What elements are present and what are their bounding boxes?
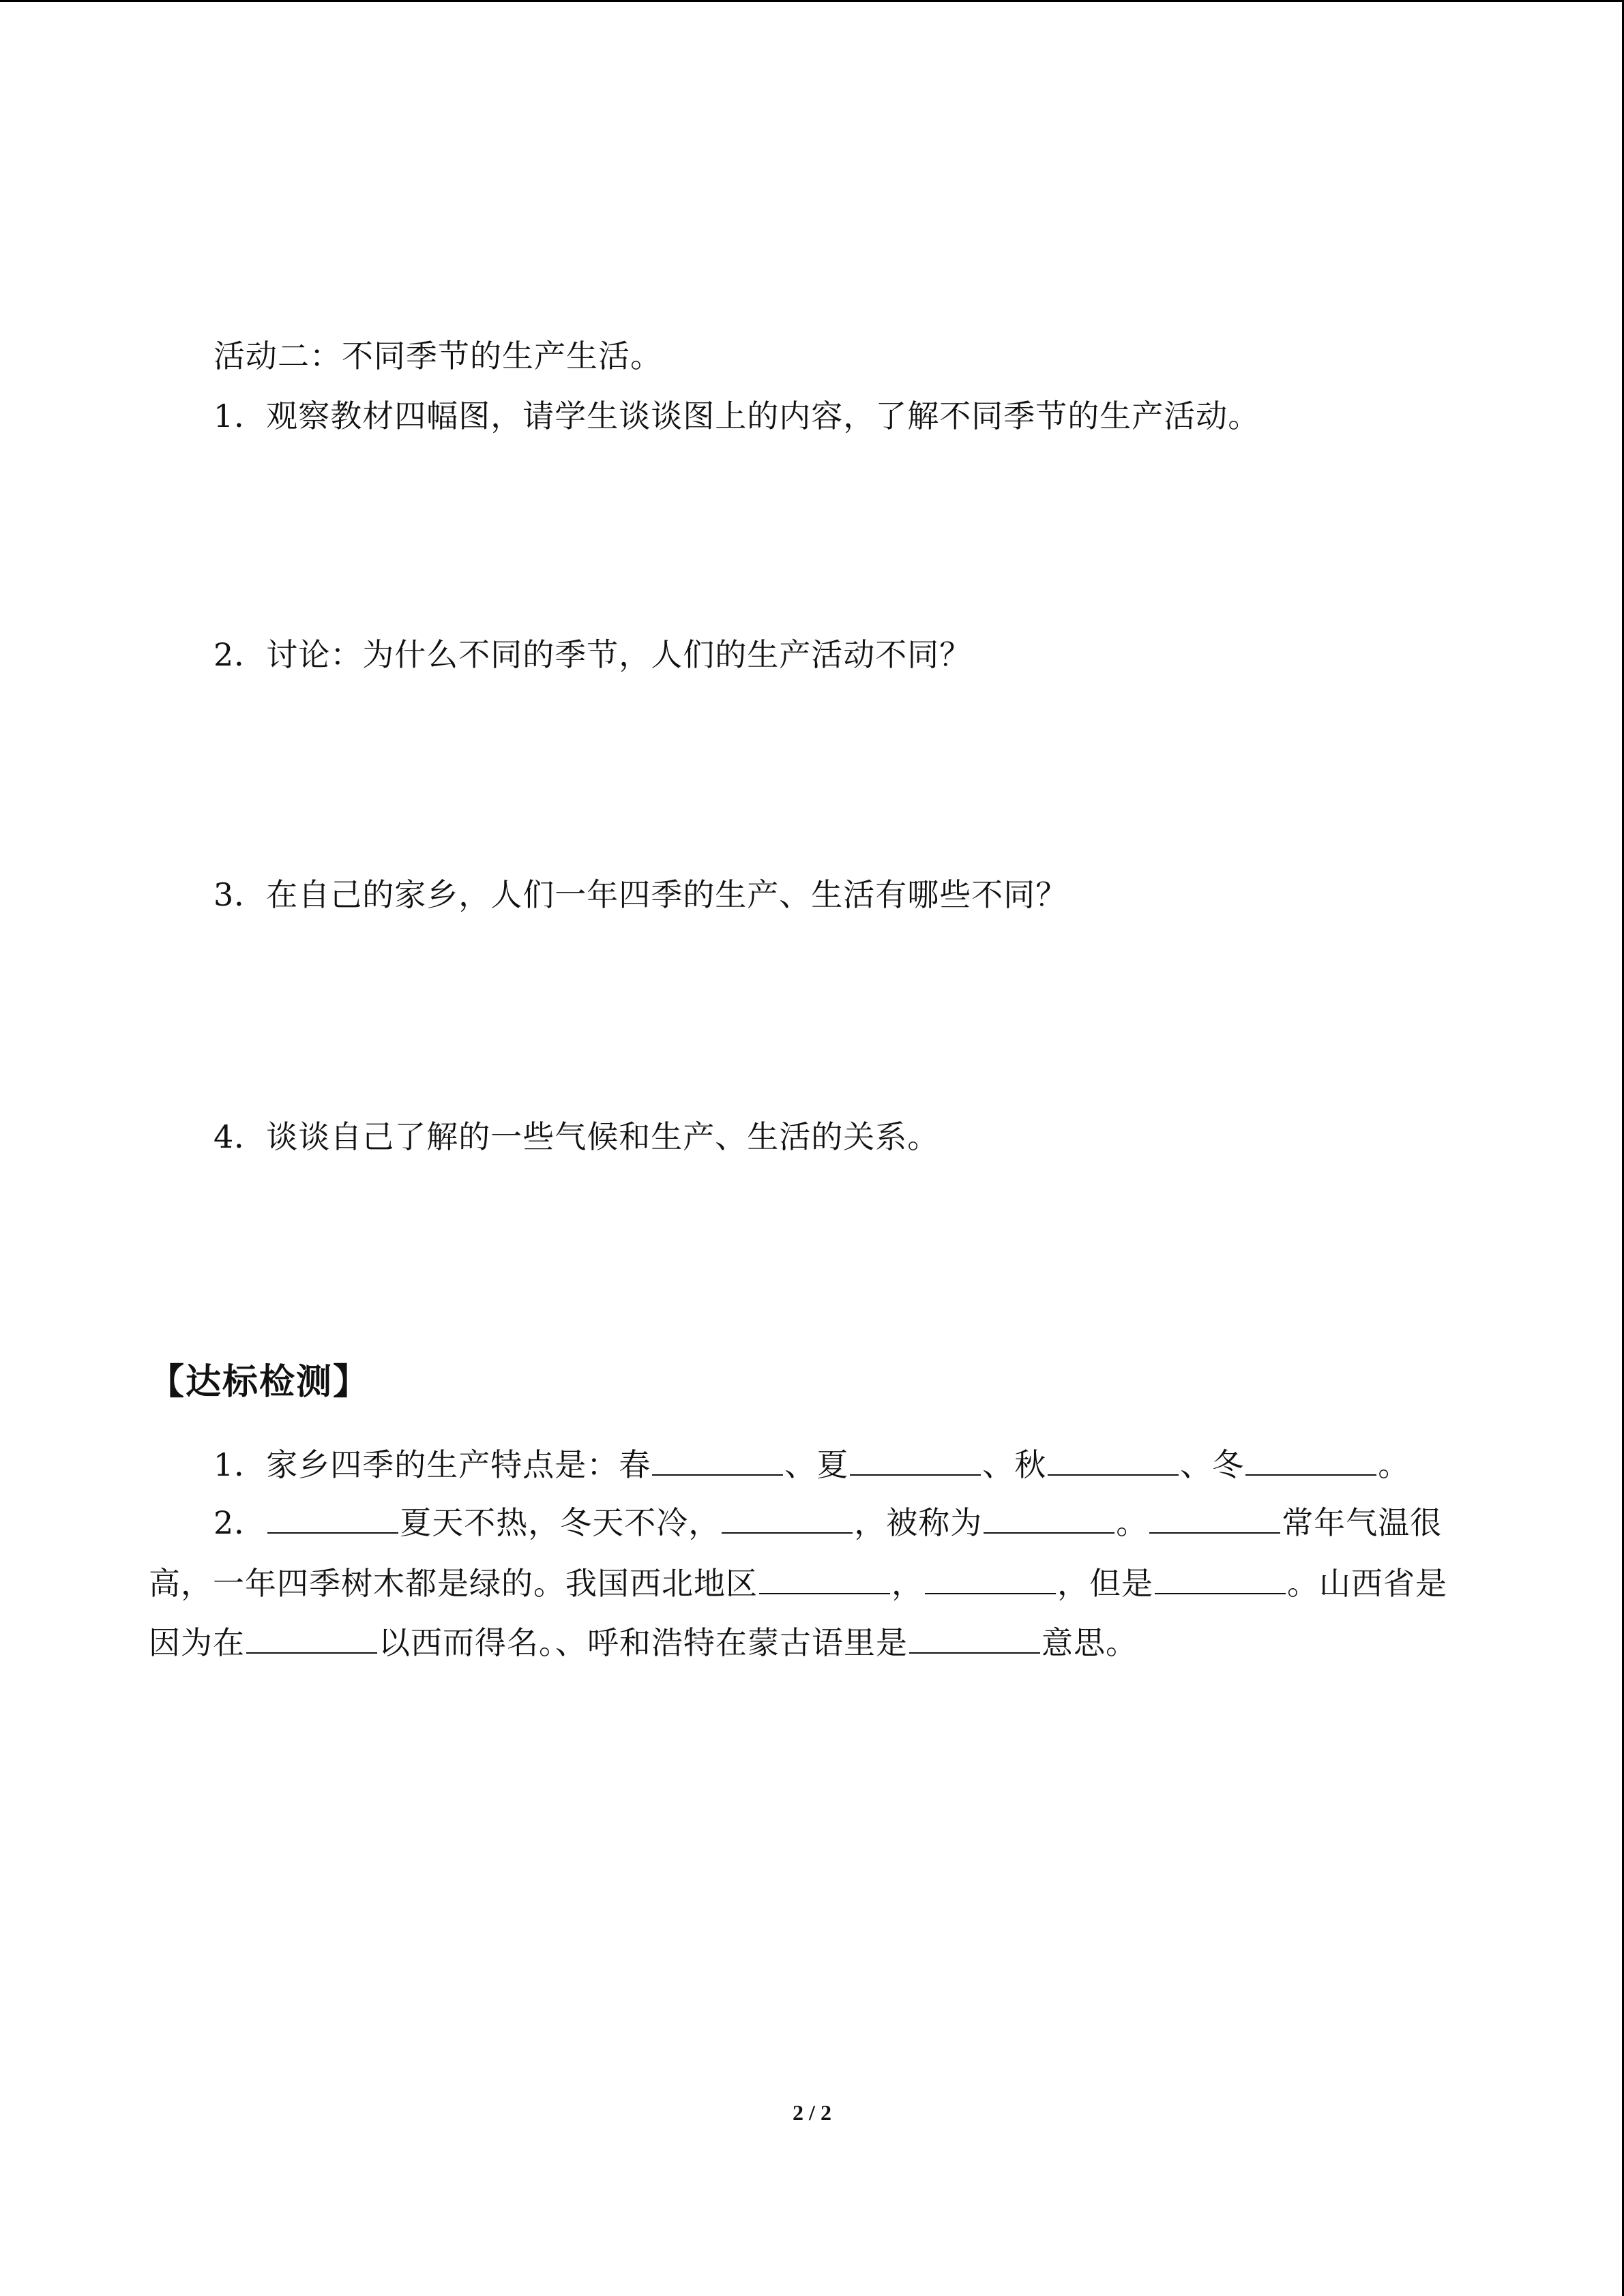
q2-blank-5[interactable] bbox=[759, 1566, 890, 1594]
q2-text-d: 常年气温很 bbox=[1282, 1504, 1443, 1541]
activity-item-4: 4．谈谈自己了解的一些气候和生产、生活的关系。 bbox=[213, 1118, 940, 1155]
q2-text-b: ，被称为 bbox=[854, 1504, 983, 1541]
test-question-1 bbox=[213, 1444, 1410, 1485]
page-number: 2 / 2 bbox=[793, 2100, 831, 2125]
activity-heading: 活动二：不同季节的生产生活。 bbox=[213, 338, 662, 374]
q2-prefix: 2． bbox=[213, 1504, 267, 1541]
q2-text-a: 夏天不热，冬天不冷， bbox=[400, 1504, 721, 1541]
activity-item-3: 3．在自己的家乡，人们一年四季的生产、生活有哪些不同？ bbox=[213, 876, 1068, 913]
test-question-2-line-3 bbox=[149, 1622, 1138, 1663]
test-question-2-line-1 bbox=[213, 1502, 1442, 1543]
q1-blank-autumn[interactable] bbox=[1048, 1447, 1179, 1476]
q1-prefix: 1．家乡四季的生产特点是：春 bbox=[213, 1446, 651, 1483]
q2-text-g: 。山西省是 bbox=[1287, 1565, 1447, 1602]
q2-blank-9[interactable] bbox=[909, 1625, 1040, 1654]
q1-blank-winter[interactable] bbox=[1245, 1447, 1376, 1476]
q1-blank-summer[interactable] bbox=[850, 1447, 981, 1476]
q2-blank-7[interactable] bbox=[1155, 1566, 1286, 1594]
q1-autumn-label: 、秋 bbox=[982, 1446, 1047, 1483]
section-title-test: 【达标检测】 bbox=[149, 1362, 370, 1403]
q2-text-i: 意思。 bbox=[1042, 1624, 1138, 1661]
q2-blank-2[interactable] bbox=[722, 1505, 853, 1534]
activity-item-1: 1．观察教材四幅图，请学生谈谈图上的内容，了解不同季节的生产活动。 bbox=[213, 398, 1260, 434]
q2-line3-start: 因为在 bbox=[149, 1624, 245, 1661]
test-question-2-line-2 bbox=[149, 1563, 1447, 1604]
q2-line2-start: 高，一年四季树木都是绿的。我国西北地区 bbox=[149, 1565, 758, 1602]
q2-blank-6[interactable] bbox=[925, 1566, 1056, 1594]
q1-winter-label: 、冬 bbox=[1180, 1446, 1245, 1483]
page-top-border bbox=[0, 0, 1624, 2]
activity-item-2: 2．讨论：为什么不同的季节，人们的生产活动不同？ bbox=[213, 636, 972, 673]
q2-blank-4[interactable] bbox=[1149, 1505, 1280, 1534]
q2-text-h: 以西而得名。、呼和浩特在蒙古语里是 bbox=[379, 1624, 908, 1661]
q1-end: 。 bbox=[1378, 1446, 1411, 1483]
q2-text-e: ， bbox=[891, 1565, 924, 1602]
q2-blank-1[interactable] bbox=[267, 1505, 398, 1534]
q2-blank-3[interactable] bbox=[984, 1505, 1114, 1534]
q2-text-f: ，但是 bbox=[1057, 1565, 1153, 1602]
q1-summer-label: 、夏 bbox=[784, 1446, 849, 1483]
q1-blank-spring[interactable] bbox=[652, 1447, 783, 1476]
q2-blank-8[interactable] bbox=[246, 1625, 377, 1654]
q2-text-c: 。 bbox=[1116, 1504, 1149, 1541]
